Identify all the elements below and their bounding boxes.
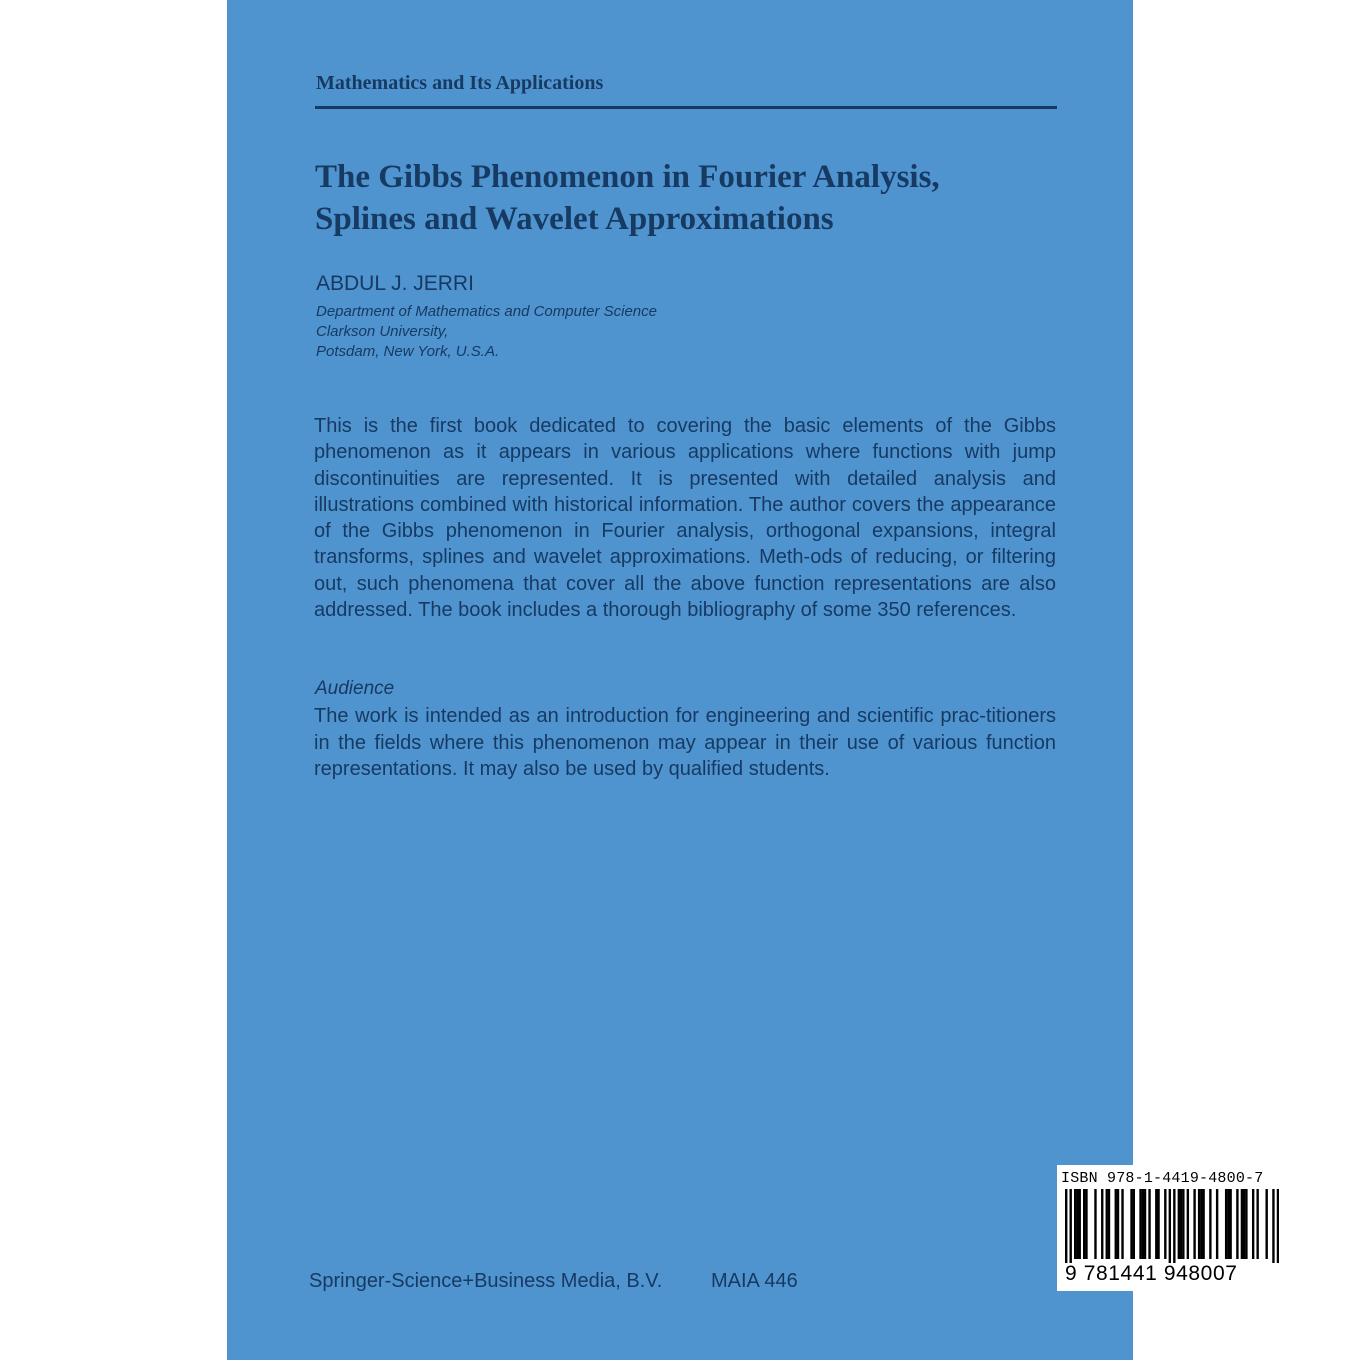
barcode-bar (1182, 1189, 1184, 1259)
barcode-bar (1074, 1189, 1076, 1259)
barcode-bar (1155, 1189, 1157, 1259)
barcode-bar (1142, 1189, 1144, 1259)
barcode-bar (1241, 1189, 1243, 1259)
title-line-1: The Gibbs Phenomenon in Fourier Analysis, (315, 159, 940, 195)
barcode-bar (1094, 1189, 1096, 1259)
barcode-bar (1139, 1189, 1141, 1259)
barcode-bar (1265, 1189, 1267, 1259)
barcode-bar (1164, 1189, 1166, 1259)
description-text: This is the first book dedicated to covering the basic elements of the Gibbs phenomenon as it appears in various applications where functions with jump discontinuities are represented. It is presented with detailed analysis and illustrations combined with historical information. The author covers the appearance of the Gibbs phenomenon in Fourier analysis, orthogonal expansions, integral transforms, splines and wavelet approximations. Meth-ods of reducing, or filtering out, such phenomena that cover all the above function representations are also addressed. The book includes a thorough bibliography of some 350 references. (314, 415, 1056, 622)
barcode-bar (1178, 1189, 1180, 1259)
barcode-bar (1169, 1189, 1171, 1263)
publisher-name: Springer-Science+Business Media, B.V. (309, 1270, 663, 1292)
barcode-bar (1157, 1189, 1159, 1259)
barcode-bar (1209, 1189, 1211, 1259)
barcode-bar (1079, 1189, 1081, 1259)
barcode-bar (1085, 1189, 1087, 1259)
barcode-bar (1106, 1189, 1108, 1259)
audience-section (314, 703, 1056, 783)
barcode-bar (1180, 1189, 1182, 1259)
barcode-bar (1083, 1189, 1085, 1259)
barcode-bar (1252, 1189, 1254, 1259)
series-code: MAIA 446 (711, 1270, 798, 1292)
barcode-bar (1133, 1189, 1135, 1259)
barcode-bar (1243, 1189, 1245, 1259)
author-name: ABDUL J. JERRI (316, 272, 474, 295)
affiliation-department: Department of Mathematics and Computer Science (316, 303, 657, 320)
barcode-bar (1065, 1189, 1067, 1263)
barcode-bar (1108, 1189, 1110, 1259)
barcode-bar (1144, 1189, 1146, 1259)
isbn-label: ISBN 978-1-4419-4800-7 (1061, 1170, 1264, 1187)
barcode-bar (1121, 1189, 1123, 1259)
barcode-bar (1200, 1189, 1202, 1259)
barcode-bar (1198, 1189, 1200, 1259)
book-back-cover (227, 0, 1264, 1360)
barcode-bar (1202, 1189, 1204, 1259)
barcode-bar (1148, 1189, 1150, 1259)
barcode-bar (1070, 1189, 1072, 1263)
barcode-bar (1173, 1189, 1175, 1263)
barcode-bar (1101, 1189, 1103, 1259)
header-rule (315, 106, 1057, 109)
barcode-bar (1272, 1189, 1274, 1263)
barcode-bar (1229, 1189, 1231, 1259)
barcode-bar (1130, 1189, 1132, 1259)
author-affiliation (316, 302, 657, 362)
barcode-bar (1117, 1189, 1119, 1259)
barcode-bar (1277, 1189, 1279, 1263)
affiliation-location: Potsdam, New York, U.S.A. (316, 343, 500, 360)
book-description (314, 413, 1056, 623)
barcode-bar (1245, 1189, 1247, 1259)
barcode-bar (1187, 1189, 1189, 1259)
barcode-bar (1193, 1189, 1195, 1259)
isbn-barcode (1057, 1165, 1286, 1291)
series-name: Mathematics and Its Applications (316, 72, 604, 94)
barcode-digits: 9 781441 948007 (1065, 1262, 1238, 1285)
barcode-bar (1236, 1189, 1238, 1259)
barcode-bar (1227, 1189, 1229, 1259)
title-line-2: Splines and Wavelet Approximations (315, 201, 834, 237)
barcode-bar (1225, 1189, 1227, 1259)
barcode-bar (1076, 1189, 1078, 1259)
barcode-bars (1065, 1189, 1279, 1263)
audience-heading: Audience (315, 678, 395, 699)
barcode-bar (1256, 1189, 1258, 1259)
barcode-bar (1115, 1189, 1117, 1259)
audience-text: The work is intended as an introduction for engineering and scientific prac-titioners in the fields where this phenomenon may appear in their use of various function representations. It may also be used by qualified students. (314, 705, 1056, 780)
book-title (315, 156, 1075, 240)
barcode-bar (1216, 1189, 1218, 1259)
affiliation-university: Clarkson University, (316, 323, 449, 340)
